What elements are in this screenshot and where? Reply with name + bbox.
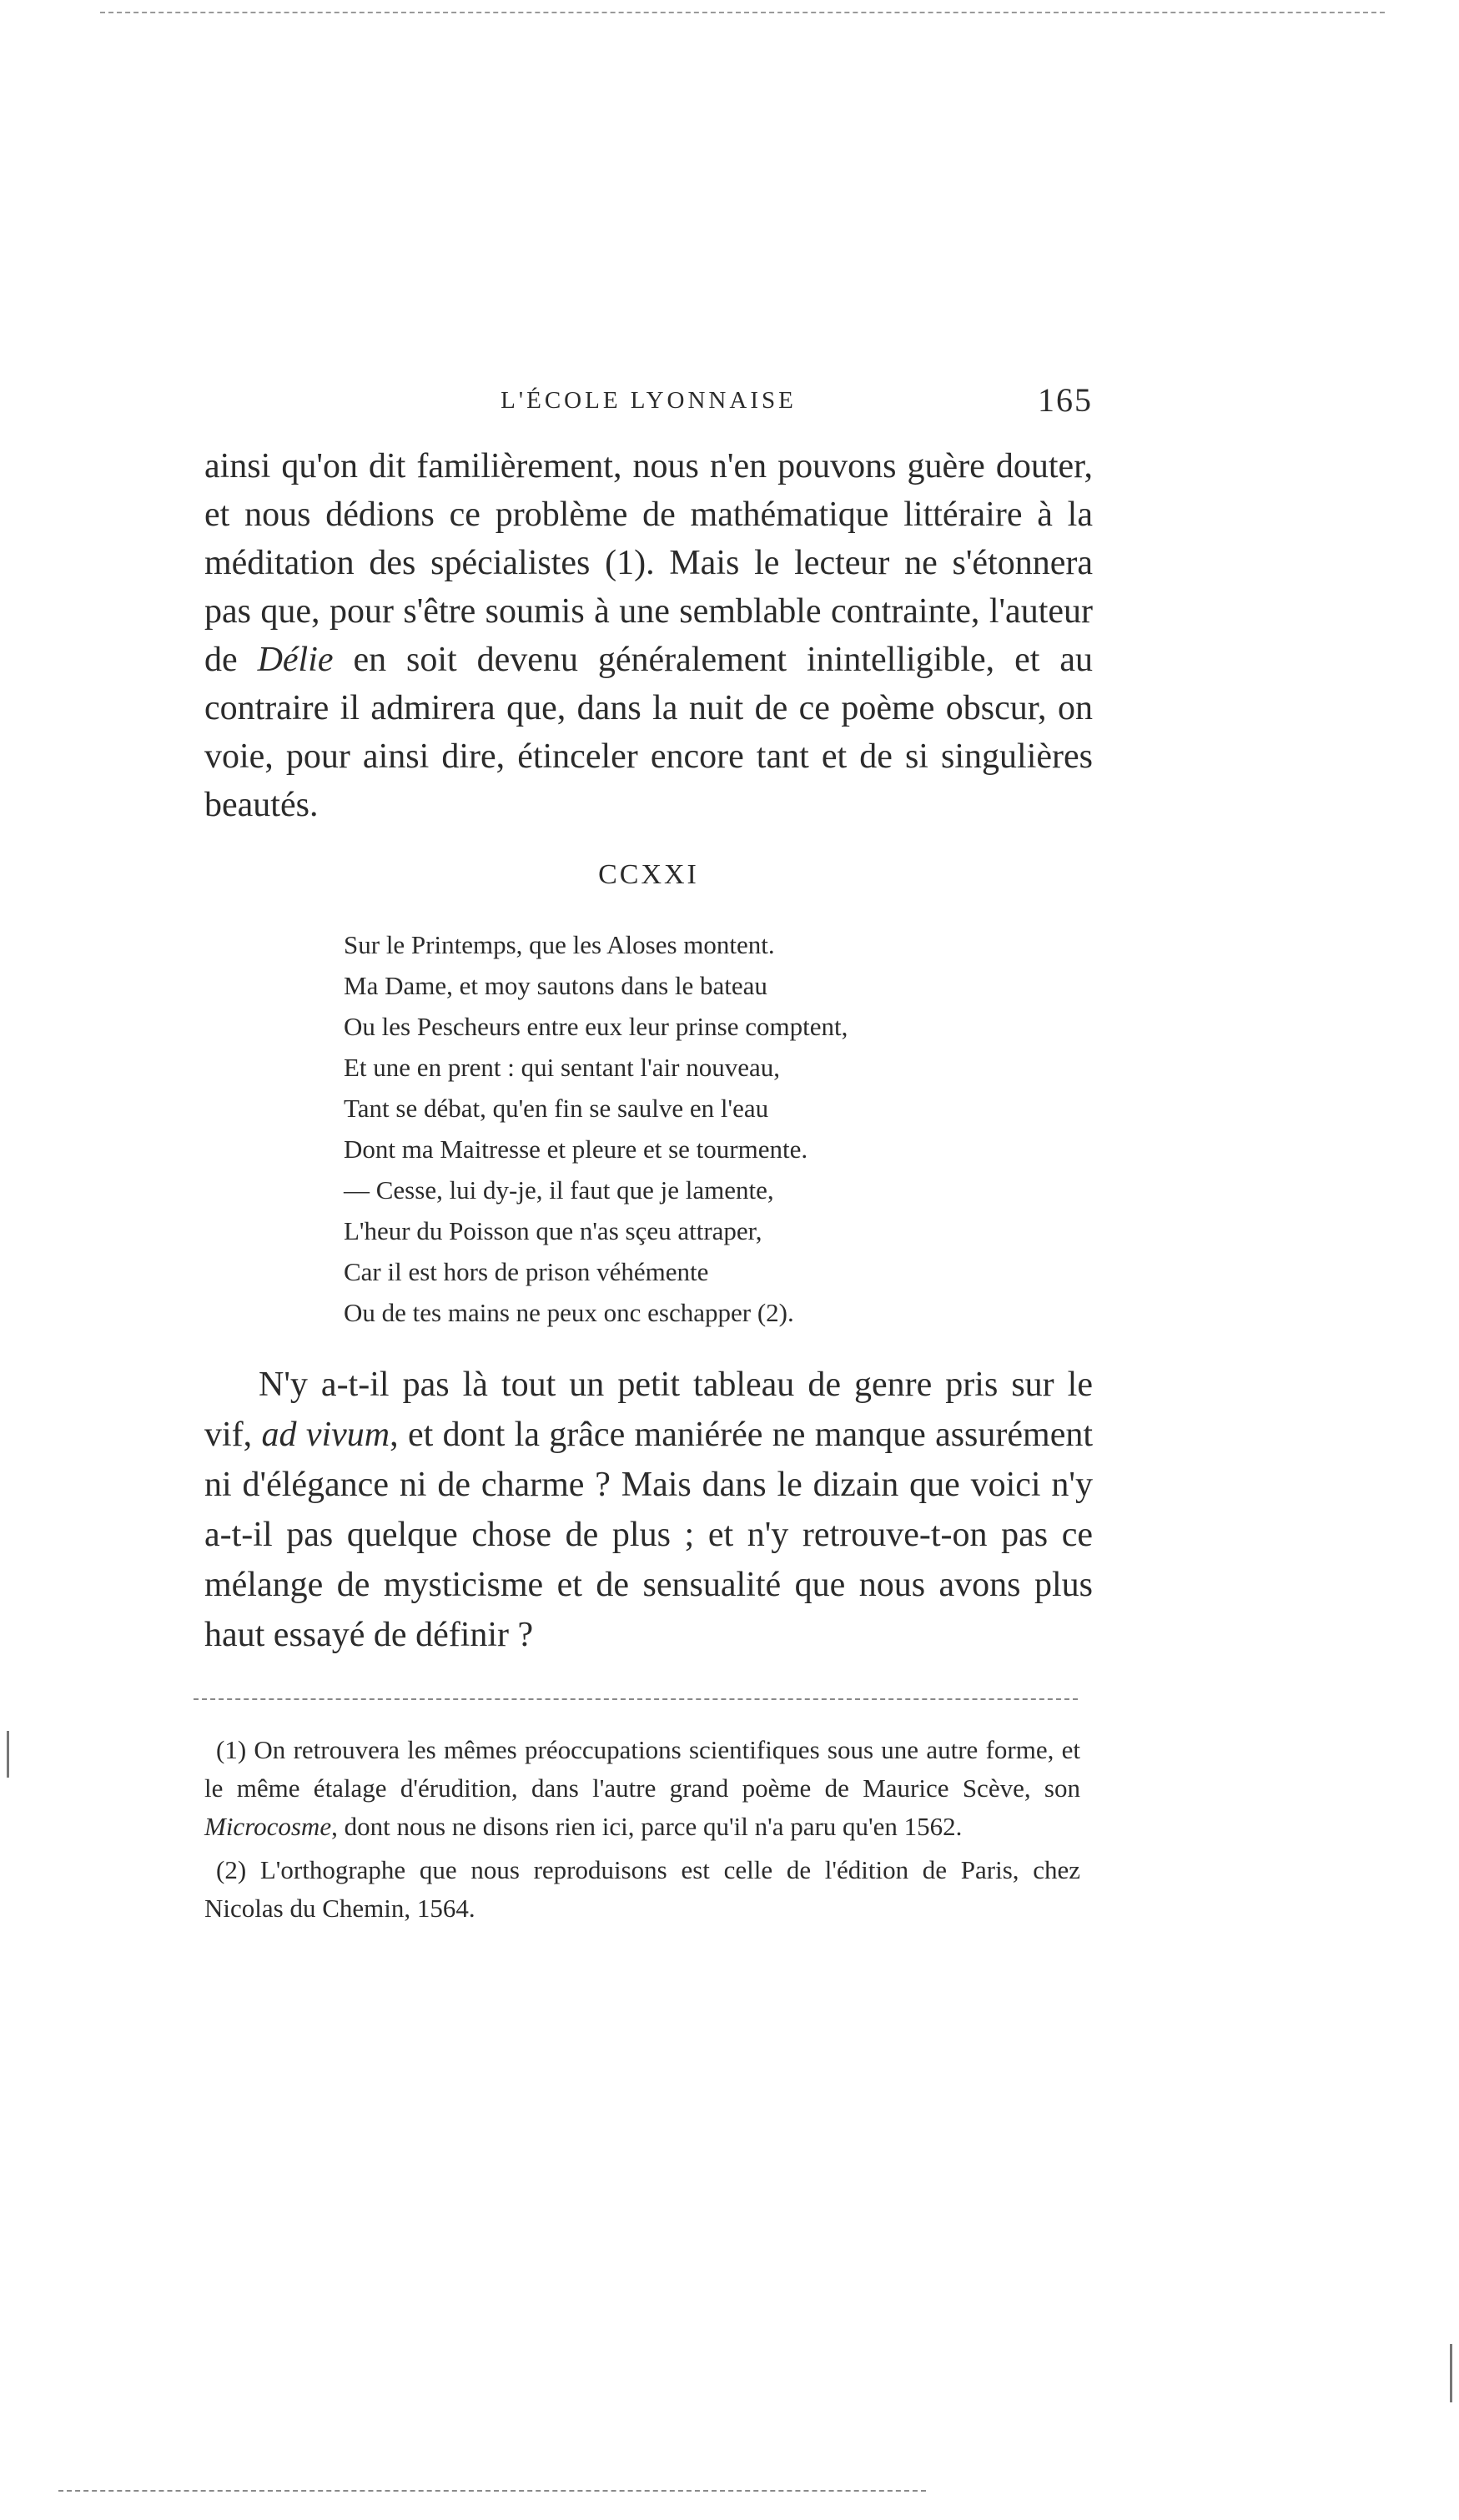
delie-title: Délie (257, 641, 334, 679)
footnote-2: (2) L'orthographe que nous reproduisons est celle de l'édition de Paris, chez Nicolas du Chemin, 1564. (204, 1855, 1080, 1923)
paragraph-2-start: N'y a-t-il pas là tout un petit tableau de genre pris sur le vif, (204, 1366, 1093, 1454)
page-number: 165 (1038, 381, 1093, 419)
scan-artifact-top-line (100, 12, 1385, 13)
footnotes (204, 1731, 1080, 1933)
poem-line: Dont ma Maitresse et pleure et se tourmente. (344, 1134, 808, 1164)
scan-artifact-bottom-line (58, 2490, 926, 2492)
poem-line: L'heur du Poisson que n'as sçeu attraper, (344, 1216, 762, 1245)
paragraph-1-end: en soit devenu généralement inintelligible, et au contraire il admirera que, dans la nuit de ce poème obscur, on voie, pour ainsi dire, étinceler encore tant et de si singulières beautés. (204, 641, 1093, 824)
footnote-1 (204, 1731, 1080, 1846)
poem-line: Et une en prent : qui sentant l'air nouveau, (344, 1053, 780, 1082)
poem-line: Ou les Pescheurs entre eux leur prinse comptent, (344, 1012, 848, 1041)
scan-artifact-left-mark (7, 1731, 9, 1778)
poem-line: Ma Dame, et moy sautons dans le bateau (344, 971, 767, 1000)
poem-line: Tant se débat, qu'en fin se saulve en l'eau (344, 1094, 769, 1123)
poem-title: CCXXI (598, 859, 699, 890)
scan-artifact-right-mark (1450, 2344, 1452, 2402)
running-head: L'ÉCOLE LYONNAISE (501, 387, 797, 414)
poem-line: Ou de tes mains ne peux onc eschapper (2). (344, 1298, 794, 1327)
paragraph-1-text (204, 442, 1093, 829)
paragraph-1-start: ainsi qu'on dit familièrement, nous n'en pouvons guère douter, et nous dédions ce problème de mathématique littéraire à la méditation des spécialistes (1). Mais le lecteur ne s'étonnera pas que, pour s'être soumis à une semblable contrainte, l'auteur de (204, 447, 1093, 679)
paragraph-2 (204, 1360, 1093, 1660)
paragraph-1 (204, 442, 1093, 829)
footnote-separator (194, 1698, 1078, 1700)
footnote-1-end: , dont nous ne disons rien ici, parce qu'il n'a paru qu'en 1562. (331, 1812, 963, 1841)
paragraph-2-end: , et dont la grâce maniérée ne manque assurément ni d'élégance ni de charme ? Mais dans le dizain que voici n'y a-t-il pas quelque chose de plus ; et n'y retrouve-t-on pas ce mélange de mysticisme et de sensualité que nous avons plus haut essayé de définir ? (204, 1416, 1094, 1654)
footnote-1-start: (1) On retrouvera les mêmes préoccupations scientifiques sous une autre forme, et le même étalage d'érudition, dans l'autre grand poème de Maurice Scève, son (204, 1735, 1080, 1803)
ad-vivum: ad vivum (261, 1416, 390, 1454)
poem-line: Sur le Printemps, que les Aloses montent. (344, 930, 775, 959)
microcosme-title: Microcosme (204, 1812, 332, 1841)
page-header (204, 380, 1093, 430)
paragraph-2-text (204, 1360, 1093, 1660)
poem-line: Car il est hors de prison véhémente (344, 1257, 709, 1286)
poem (344, 924, 1094, 1333)
poem-line: — Cesse, lui dy-je, il faut que je lamente, (344, 1175, 774, 1205)
